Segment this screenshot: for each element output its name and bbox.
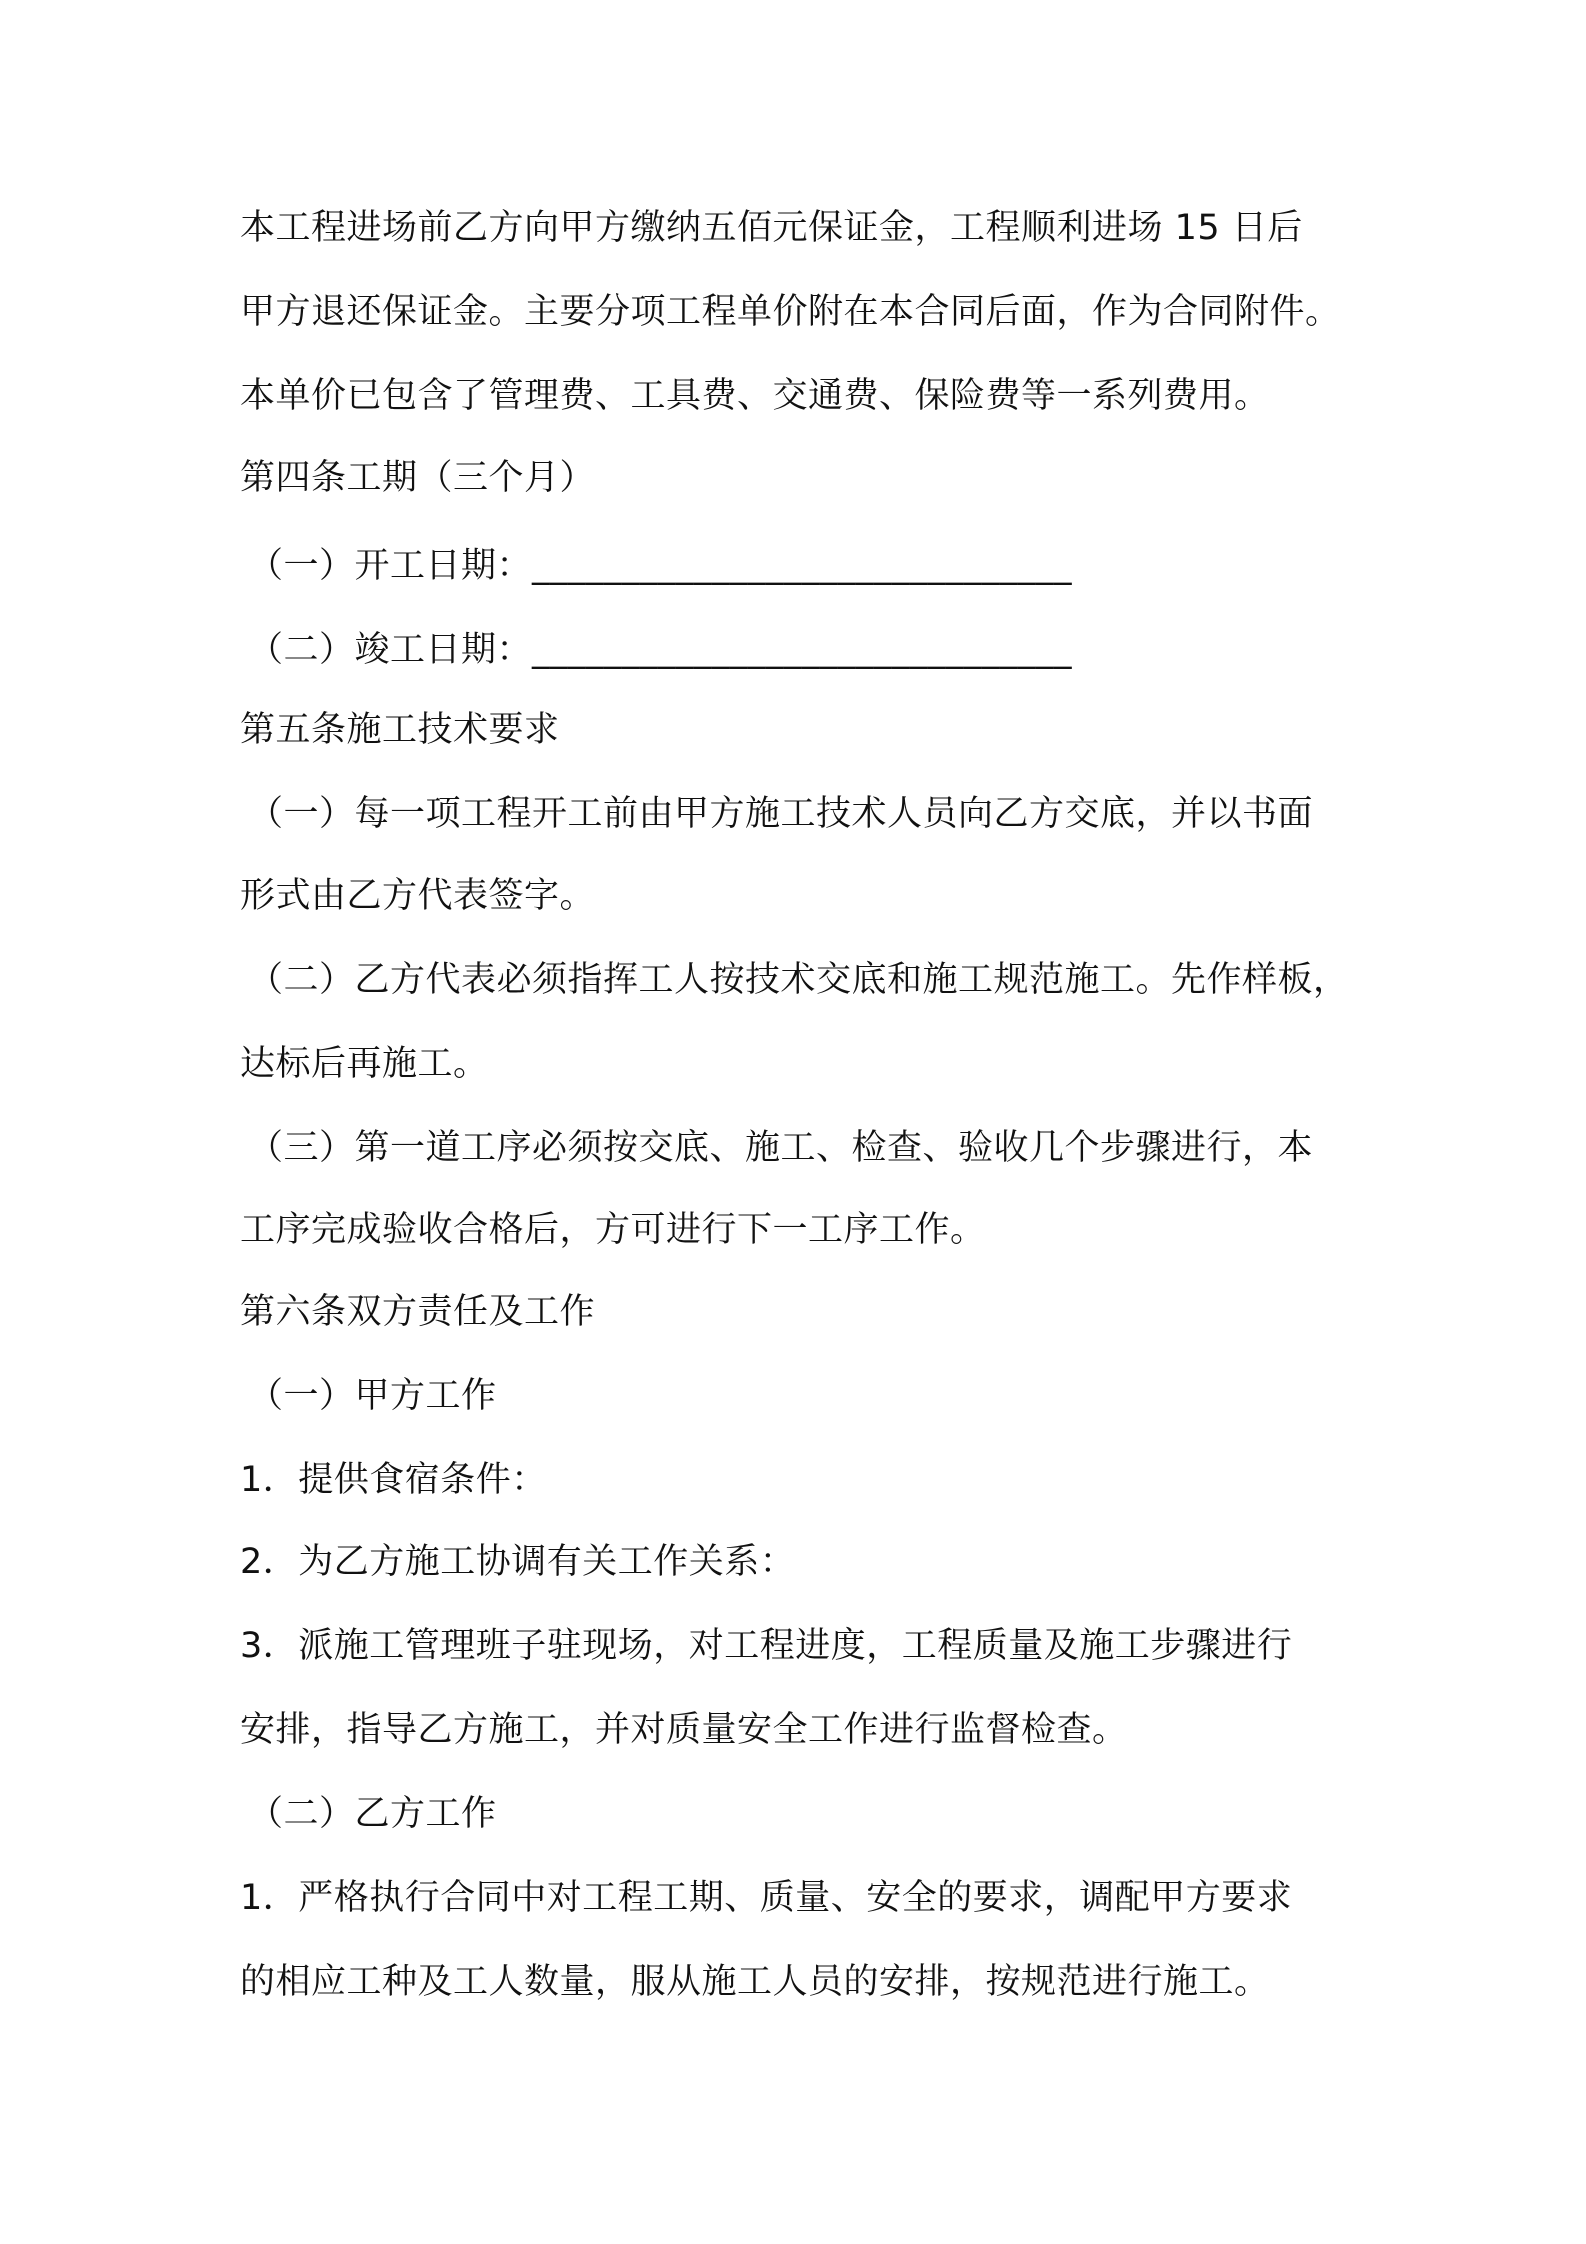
section-heading: 第四条工期（三个月） <box>240 458 596 498</box>
paragraph-line: （三）第一道工序必须按交底、施工、检查、验收几个步骤进行，本 <box>248 1128 1314 1168</box>
paragraph-line: 本工程进场前乙方向甲方缴纳五佰元保证金，工程顺利进场 15 日后 <box>240 208 1303 248</box>
list-item: 3．派施工管理班子驻现场，对工程进度，工程质量及施工步骤进行 <box>240 1626 1293 1666</box>
list-item: 1．严格执行合同中对工程工期、质量、安全的要求，调配甲方要求 <box>240 1878 1293 1918</box>
paragraph-line: 形式由乙方代表签字。 <box>240 876 596 916</box>
list-item-continuation: 安排，指导乙方施工，并对质量安全工作进行监督检查。 <box>240 1710 1128 1750</box>
subsection-heading: （二）乙方工作 <box>248 1794 497 1834</box>
paragraph-line: 甲方退还保证金。主要分项工程单价附在本合同后面，作为合同附件。 <box>240 292 1341 332</box>
paragraph-line: 工序完成验收合格后，方可进行下一工序工作。 <box>240 1210 986 1250</box>
list-item: 2．为乙方施工协调有关工作关系： <box>240 1542 796 1582</box>
list-item-continuation: 的相应工种及工人数量，服从施工人员的安排，按规范进行施工。 <box>240 1962 1270 2002</box>
completion-date-field: （二）竣工日期：______________________________ <box>248 630 1073 670</box>
start-date-field: （一）开工日期：______________________________ <box>248 546 1073 586</box>
paragraph-line: （二）乙方代表必须指挥工人按技术交底和施工规范施工。先作样板， <box>248 960 1349 1000</box>
paragraph-line: 达标后再施工。 <box>240 1044 489 1084</box>
subsection-heading: （一）甲方工作 <box>248 1376 497 1416</box>
paragraph-line: 本单价已包含了管理费、工具费、交通费、保险费等一系列费用。 <box>240 376 1270 416</box>
paragraph-line: （一）每一项工程开工前由甲方施工技术人员向乙方交底，并以书面 <box>248 794 1314 834</box>
section-heading: 第六条双方责任及工作 <box>240 1292 596 1332</box>
list-item: 1．提供食宿条件： <box>240 1460 547 1500</box>
section-heading: 第五条施工技术要求 <box>240 710 560 750</box>
